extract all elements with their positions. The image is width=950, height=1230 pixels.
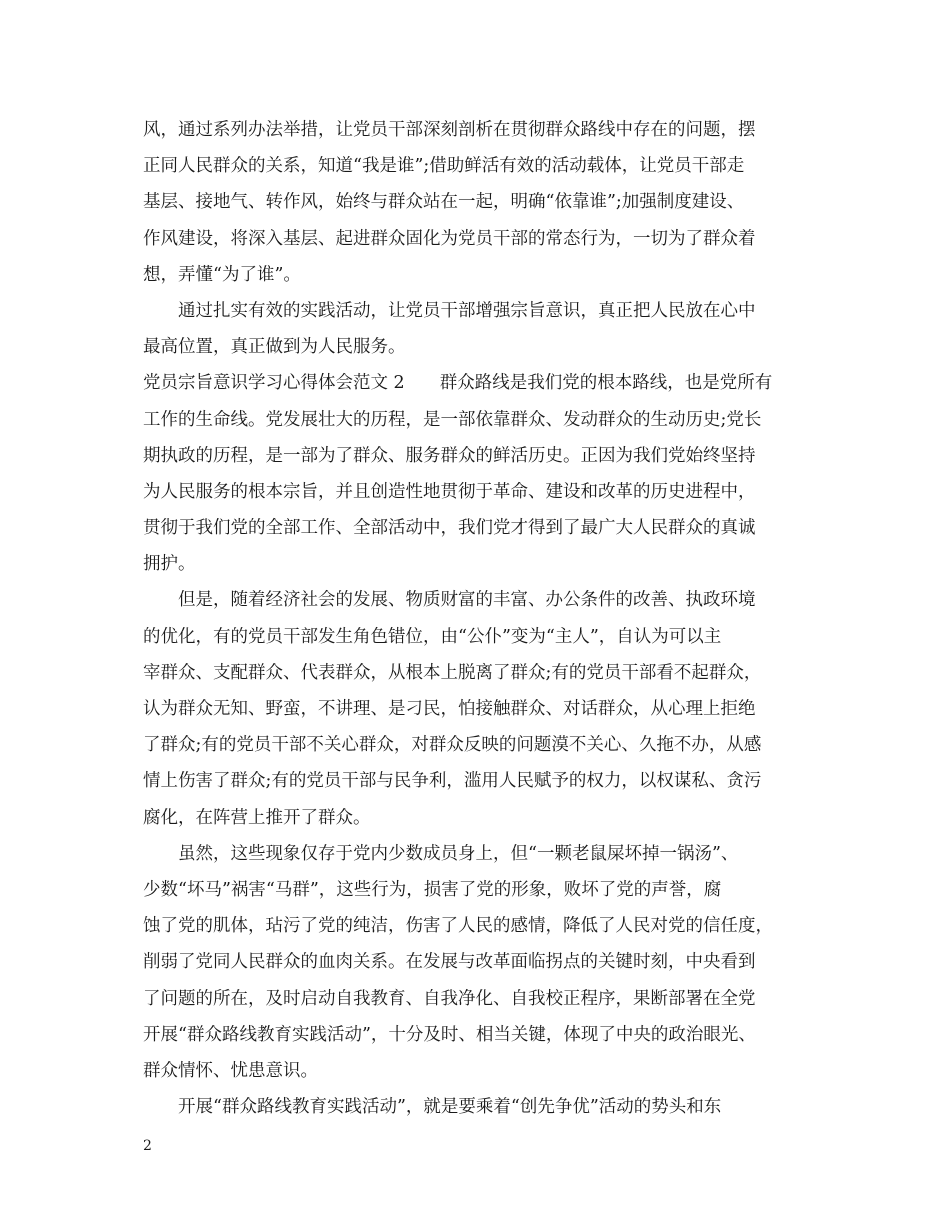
- page-number: 2: [143, 1138, 152, 1154]
- text-line: 了问题的所在，及时启动自我教育、自我净化、自我校正程序，果断部署在全党: [143, 988, 756, 1009]
- text-line: 宰群众、支配群众、代表群众，从根本上脱离了群众;有的党员干部看不起群众，: [143, 662, 762, 683]
- text-line: 基层、接地气、转作风，始终与群众站在一起，明确“依靠谁”;加强制度建设、: [143, 192, 745, 213]
- text-line: 削弱了党同人民群众的血肉关系。在发展与改革面临拐点的关键时刻，中央看到: [143, 952, 756, 973]
- text-line: 但是，随着经济社会的发展、物质财富的丰富、办公条件的改善、执政环境: [178, 590, 756, 611]
- text-line: 期执政的历程，是一部为了群众、服务群众的鲜活历史。正因为我们党始终坚持: [143, 445, 756, 466]
- text-line: 最高位置，真正做到为人民服务。: [143, 337, 406, 358]
- text-line: 党员宗旨意识学习心得体会范文 2 群众路线是我们党的根本路线，也是党所有: [143, 373, 773, 394]
- text-line: 群众情怀、忧患意识。: [143, 1060, 318, 1081]
- text-line: 腐化，在阵营上推开了群众。: [143, 807, 371, 828]
- text-line: 的优化，有的党员干部发生角色错位，由“公仆”变为“主人”，自认为可以主: [143, 626, 722, 647]
- text-line: 风，通过系列办法举措，让党员干部深刻剖析在贯彻群众路线中存在的问题，摆: [143, 120, 756, 140]
- text-line: 少数“坏马”祸害“马群”，这些行为，损害了党的形象，败坏了党的声誉，腐: [143, 879, 722, 900]
- text-line: 拥护。: [143, 554, 196, 575]
- body-text: [143, 112, 823, 1125]
- text-line: 认为群众无知、野蛮，不讲理、是刁民，怕接触群众、对话群众，从心理上拒绝: [143, 699, 756, 719]
- text-line: 作风建设，将深入基层、起进群众固化为党员干部的常态行为，一切为了群众着: [143, 228, 756, 249]
- text-line: 虽然，这些现象仅存于党内少数成员身上，但“一颗老鼠屎坏掉一锅汤”、: [178, 843, 739, 864]
- text-line: 情上伤害了群众;有的党员干部与民争利，滥用人民赋予的权力，以权谋私、贪污: [143, 771, 762, 792]
- text-line: 了群众;有的党员干部不关心群众，对群众反映的问题漠不关心、久拖不办，从感: [143, 735, 762, 756]
- text-line: 正同人民群众的关系，知道“我是谁”;借助鲜活有效的活动载体，让党员干部走: [143, 156, 745, 177]
- text-line: 工作的生命线。党发展壮大的历程，是一部依靠群众、发动群众的生动历史;党长: [143, 409, 762, 430]
- text-line: 为人民服务的根本宗旨，并且创造性地贯彻于革命、建设和改革的历史进程中，: [143, 481, 756, 502]
- text-line: 开展“群众路线教育实践活动”，十分及时、相当关键，体现了中央的政治眼光、: [143, 1024, 756, 1045]
- text-line: 通过扎实有效的实践活动，让党员干部增强宗旨意识，真正把人民放在心中: [178, 300, 756, 321]
- text-line: 开展“群众路线教育实践活动”，就是要乘着“创先争优”活动的势头和东: [178, 1097, 722, 1118]
- text-line: 蚀了党的肌体，玷污了党的纯洁，伤害了人民的感情，降低了人民对党的信任度，: [143, 916, 773, 937]
- text-line: 贯彻于我们党的全部工作、全部活动中，我们党才得到了最广大人民群众的真诚: [143, 518, 756, 539]
- text-line: 想，弄懂“为了谁”。: [143, 264, 301, 285]
